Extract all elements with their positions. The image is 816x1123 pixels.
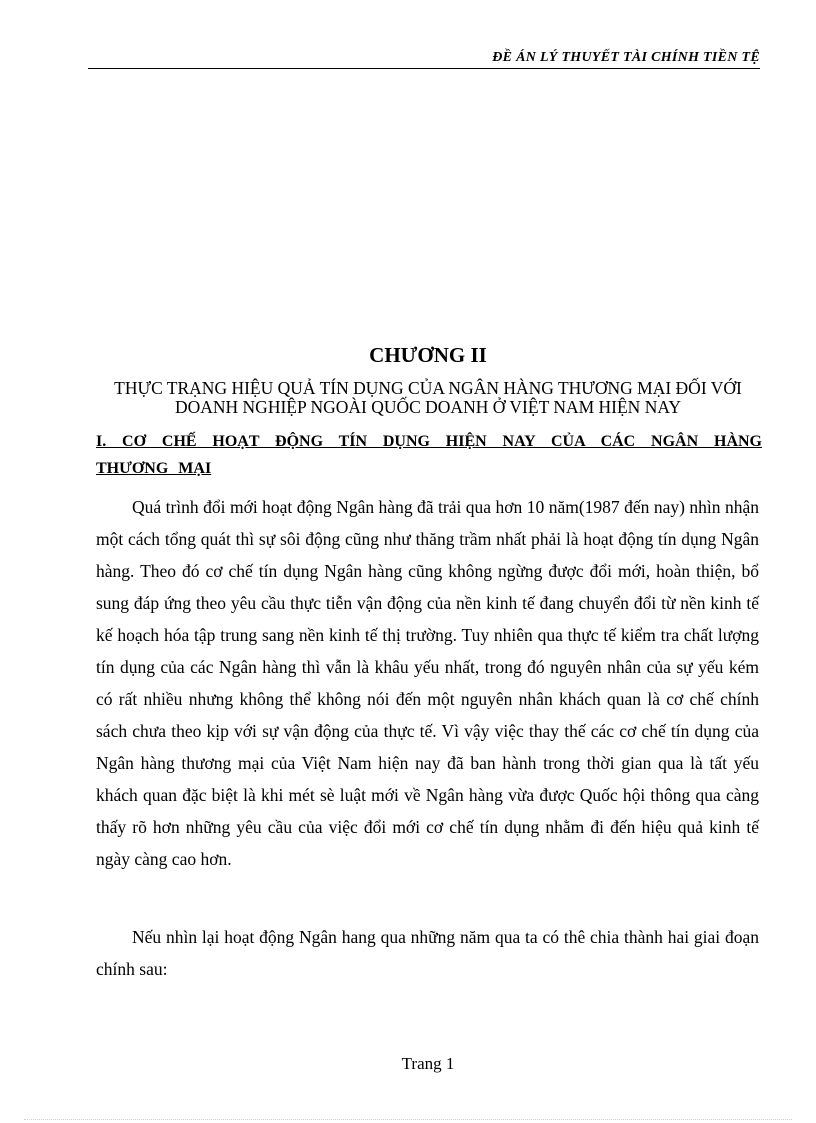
running-header — [88, 48, 760, 69]
page-number: Trang 1 — [401, 1054, 455, 1073]
chapter-number: CHƯƠNG II — [369, 343, 487, 367]
section-heading: I. CƠ CHẾ HOẠT ĐỘNG TÍN DỤNG HIỆN NAY CỦA CÁC NGÂN HÀNG THƯƠNG MẠI — [96, 433, 762, 477]
chapter-title: THỰC TRẠNG HIỆU QUẢ TÍN DỤNG CỦA NGÂN HÀNG THƯƠNG MẠI ĐỐI VỚI DOANH NGHIỆP NGOÀI QUỐC DOANH Ở VIỆT NAM HIỆN NAY — [114, 378, 742, 417]
header-title: ĐỀ ÁN LÝ THUYẾT TÀI CHÍNH TIỀN TỆ — [492, 50, 760, 65]
page-edge-divider — [24, 1119, 792, 1120]
body-paragraph-1: Quá trình đổi mới hoạt động Ngân hàng đã trải qua hơn 10 năm(1987 đến nay) nhìn nhận một cách tổng quát thì sự sôi động cũng như thăng trầm nhất phải là hoạt động tín dụng Ngân hàng. Theo đó cơ chế tín dụng Ngân hàng cũng không ngừng được đổi mới, hoàn thiện, bổ sung đáp ứng theo yêu cầu thực tiễn vận động của nền kinh tế đang chuyển đổi từ nền kinh tế kế hoạch hóa tập trung sang nền kinh tế thị trường. Tuy nhiên qua thực tế kiểm tra chất lượng tín dụng của các Ngân hàng thì vẫn là khâu yếu nhất, trong đó nguyên nhân của sự yếu kém có rất nhiều nhưng không thể không nói đến một nguyên nhân khách quan là cơ chế chính sách chưa theo kịp với sự vận động của thực tế. Vì vậy việc thay thế các cơ chế tín dụng của Ngân hàng thương mại của Việt Nam hiện nay đã ban hành trong thời gian qua là tất yếu khách quan đặc biệt là khi mét sè luật mới về Ngân hàng vừa được Quốc hội thông qua càng thấy rõ hơn những yêu cầu của việc đổi mới cơ chế tín dụng nhằm đi đến hiệu quả kinh tế ngày càng cao hơn. — [96, 497, 759, 869]
body-paragraph-2: Nếu nhìn lại hoạt động Ngân hang qua những năm qua ta có thê chia thành hai giai đoạn chính sau: — [96, 927, 759, 979]
